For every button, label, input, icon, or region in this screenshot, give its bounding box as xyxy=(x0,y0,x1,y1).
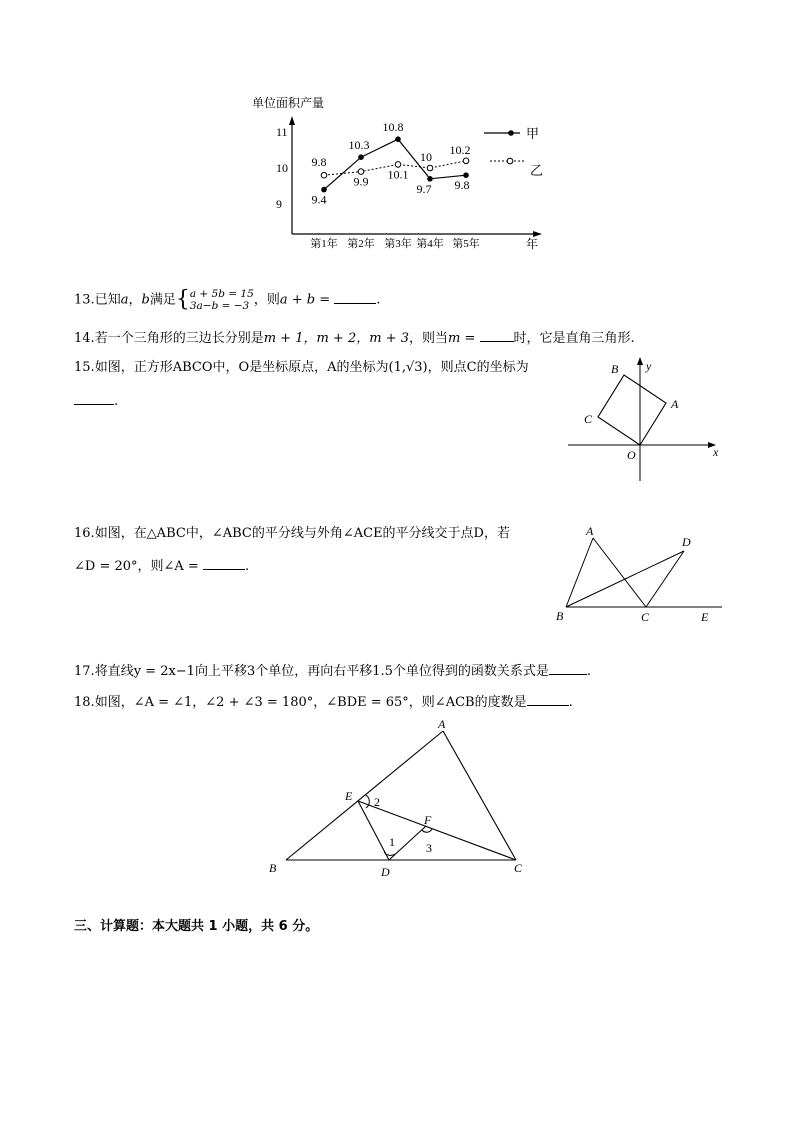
period: . xyxy=(376,292,381,308)
chart-x-label: 年 xyxy=(526,237,539,251)
point-label-B: B xyxy=(269,861,277,875)
point-label-B: B xyxy=(611,362,619,376)
point-jia xyxy=(321,187,327,193)
point-yi xyxy=(321,172,327,178)
data-label-yi: 10.2 xyxy=(449,142,471,157)
angle-label-3: 3 xyxy=(426,841,432,855)
q15-text: 如图，正方形ABCO中，O是坐标原点，A的坐标为(1,√3)，则点C的坐标为 xyxy=(94,360,529,375)
point-label-E: E xyxy=(345,789,353,803)
point-label-C: C xyxy=(584,412,593,426)
x-tick-label: 第1年 xyxy=(310,238,338,250)
y-axis-arrow xyxy=(637,357,643,365)
q14-text-c: 时，它是直角三角形. xyxy=(513,331,635,346)
question-number: 16. xyxy=(74,526,95,541)
line-CD xyxy=(646,551,684,607)
angle-label-1: 1 xyxy=(389,835,395,849)
section-heading: 三、计算题：本大题共 1 小题，共 6 分。 xyxy=(74,919,319,934)
q13-text-a: 已知 xyxy=(94,292,121,308)
period: . xyxy=(244,559,250,574)
figure-18 xyxy=(262,718,542,888)
figure-15 xyxy=(565,355,725,485)
q13-text-c: ，则 xyxy=(253,292,280,308)
data-label-yi: 10.1 xyxy=(387,167,409,182)
period: . xyxy=(586,664,592,679)
point-label-O: O xyxy=(627,448,636,462)
line-BA xyxy=(286,731,443,860)
question-15-answer xyxy=(74,390,118,412)
point-label-F: F xyxy=(424,813,432,827)
point-label-A: A xyxy=(671,397,679,411)
equation-system xyxy=(190,288,254,312)
answer-blank-17[interactable] xyxy=(549,660,587,675)
data-label-jia: 9.4 xyxy=(311,192,327,207)
axis-label-y: y xyxy=(646,359,652,373)
line-EC xyxy=(358,801,516,860)
point-label-A: A xyxy=(586,524,594,538)
question-16-line2 xyxy=(74,555,249,577)
question-number: 15. xyxy=(74,360,95,375)
point-label-D: D xyxy=(682,535,691,549)
legend-marker-jia xyxy=(508,130,514,136)
figure-16 xyxy=(550,522,730,632)
angle-label-2: 2 xyxy=(374,795,380,809)
q13-expr: a + b = xyxy=(279,292,331,308)
point-jia xyxy=(358,154,364,160)
data-label-jia: 10.8 xyxy=(382,120,404,135)
point-label-E: E xyxy=(701,610,709,624)
q16-line1: 如图，在△ABC中，∠ABC的平分线与外角∠ACE的平分线交于点D，若 xyxy=(94,526,510,541)
axis-label-x: x xyxy=(713,445,719,459)
point-yi xyxy=(395,162,401,168)
point-label-C: C xyxy=(641,610,650,624)
question-number: 13. xyxy=(74,292,95,308)
x-tick-label: 第5年 xyxy=(452,238,480,250)
point-yi xyxy=(358,169,364,175)
point-jia xyxy=(395,136,401,142)
data-label-yi: 9.9 xyxy=(353,174,369,189)
question-18 xyxy=(74,691,573,713)
chart-y-label: 单位面积产量 xyxy=(252,96,325,110)
point-jia xyxy=(463,172,469,178)
x-tick-label: 第2年 xyxy=(347,238,375,250)
square-ABCO xyxy=(598,375,666,445)
period: . xyxy=(568,695,573,710)
question-17 xyxy=(74,660,591,682)
point-yi xyxy=(427,165,433,171)
x-tick-label: 第3年 xyxy=(384,238,412,250)
q14-text-b: ，则当 xyxy=(408,331,448,346)
legend-label-yi: 乙 xyxy=(530,163,544,178)
line-AC xyxy=(443,731,516,860)
question-number: 18. xyxy=(74,695,95,710)
angle-arc-3 xyxy=(422,829,432,832)
angle-arc-2 xyxy=(366,795,369,808)
data-label-jia: 9.7 xyxy=(416,181,432,196)
answer-blank-16[interactable] xyxy=(203,555,245,570)
question-15 xyxy=(74,358,529,378)
y-axis-arrow xyxy=(289,116,295,125)
answer-blank-13[interactable] xyxy=(334,289,376,304)
line-BD xyxy=(566,551,684,607)
y-tick-label: 10 xyxy=(276,161,288,175)
q14-text: 若一个三角形的三边长分别是 xyxy=(94,331,264,346)
point-yi xyxy=(463,158,469,164)
point-label-D: D xyxy=(381,865,390,879)
data-label-yi: 10 xyxy=(420,150,432,164)
q14-sides: m + 1，m + 2，m + 3 xyxy=(263,331,409,346)
q13-text-b: 满足 xyxy=(149,292,176,308)
data-label-yi: 9.8 xyxy=(311,155,327,170)
q14-m: m = xyxy=(448,331,476,346)
point-jia xyxy=(427,176,433,182)
equation-1: a + 5b = 15 xyxy=(189,288,254,300)
answer-blank-15[interactable] xyxy=(74,390,114,405)
q18-text: 如图，∠A = ∠1，∠2 + ∠3 = 180°，∠BDE = 65°，则∠ACB的度数是 xyxy=(94,695,527,710)
period: . xyxy=(114,394,119,409)
question-13: 13.已知a，b满足{a + 5b = 15 3a−b = −3 ，则a + b = . xyxy=(74,287,381,312)
legend-label-jia: 甲 xyxy=(526,126,540,141)
answer-blank-18[interactable] xyxy=(527,691,569,706)
data-label-jia: 10.3 xyxy=(348,138,370,153)
question-number: 17. xyxy=(74,664,95,679)
point-label-B: B xyxy=(556,609,564,623)
y-tick-label: 9 xyxy=(276,197,282,211)
q17-text: 将直线y = 2x−1向上平移3个单位，再向右平移1.5个单位得到的函数关系式是 xyxy=(94,664,549,679)
x-tick-label: 第4年 xyxy=(416,238,444,250)
line-ED xyxy=(358,801,389,860)
question-16 xyxy=(74,524,510,544)
q16-line2: ∠D = 20°，则∠A = xyxy=(74,559,199,574)
legend-marker-yi xyxy=(507,158,513,164)
point-label-C: C xyxy=(514,861,523,875)
question-14 xyxy=(74,327,635,349)
answer-blank-14[interactable] xyxy=(480,327,514,342)
question-number: 14. xyxy=(74,331,95,346)
equation-2: 3a−b = −3 xyxy=(189,300,250,312)
point-label-A: A xyxy=(438,718,446,731)
y-tick-label: 11 xyxy=(276,125,288,139)
data-label-jia: 9.8 xyxy=(454,178,470,193)
